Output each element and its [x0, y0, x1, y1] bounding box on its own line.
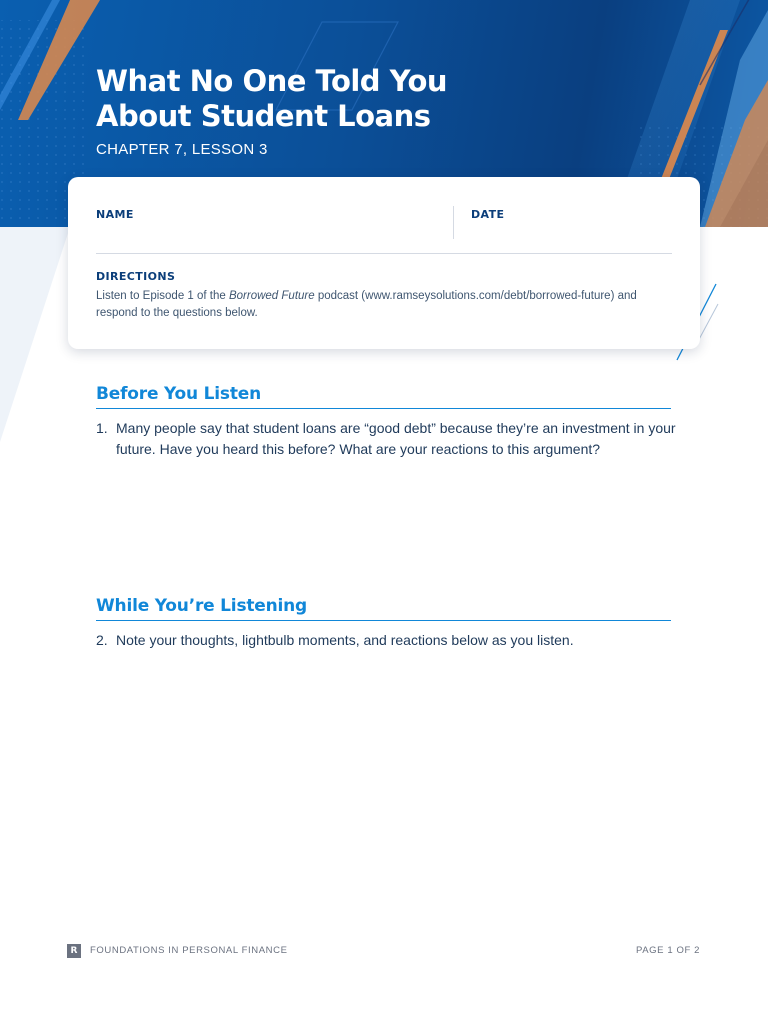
question-2: [96, 630, 676, 651]
directions-text: [96, 288, 676, 322]
question-1-number: 1.: [96, 420, 108, 436]
section-title-while-listening: While You’re Listening: [96, 596, 671, 621]
directions-pre: Listen to Episode 1 of the: [96, 290, 229, 302]
directions-label: DIRECTIONS: [96, 270, 176, 283]
podcast-title: Borrowed Future: [228, 290, 315, 302]
directions-post: podcast (www.ramseysolutions.com/debt/borrowed-future) and respond to the questions below.: [96, 290, 637, 319]
title-line-1: What No One Told You: [96, 64, 448, 98]
footer-course-name: FOUNDATIONS IN PERSONAL FINANCE: [90, 945, 288, 956]
question-1: [96, 418, 676, 460]
ramsey-logo-icon: R: [67, 944, 81, 958]
info-card: [68, 177, 700, 349]
question-2-text: Note your thoughts, lightbulb moments, and reactions below as you listen.: [116, 632, 574, 648]
title-line-2: About Student Loans: [96, 99, 431, 133]
question-1-text: Many people say that student loans are “good debt” because they’re an investment in your future. Have you heard this before? What are your reactions to this argument?: [116, 420, 676, 457]
card-divider: [96, 253, 672, 254]
section-title-before-listen: Before You Listen: [96, 384, 671, 409]
name-label: NAME: [96, 208, 134, 221]
chapter-lesson: CHAPTER 7, LESSON 3: [96, 141, 268, 158]
question-2-number: 2.: [96, 632, 108, 648]
footer-page-number: PAGE 1 OF 2: [636, 945, 700, 956]
field-divider: [453, 206, 454, 239]
date-label: DATE: [471, 208, 505, 221]
worksheet-title: [96, 64, 656, 134]
